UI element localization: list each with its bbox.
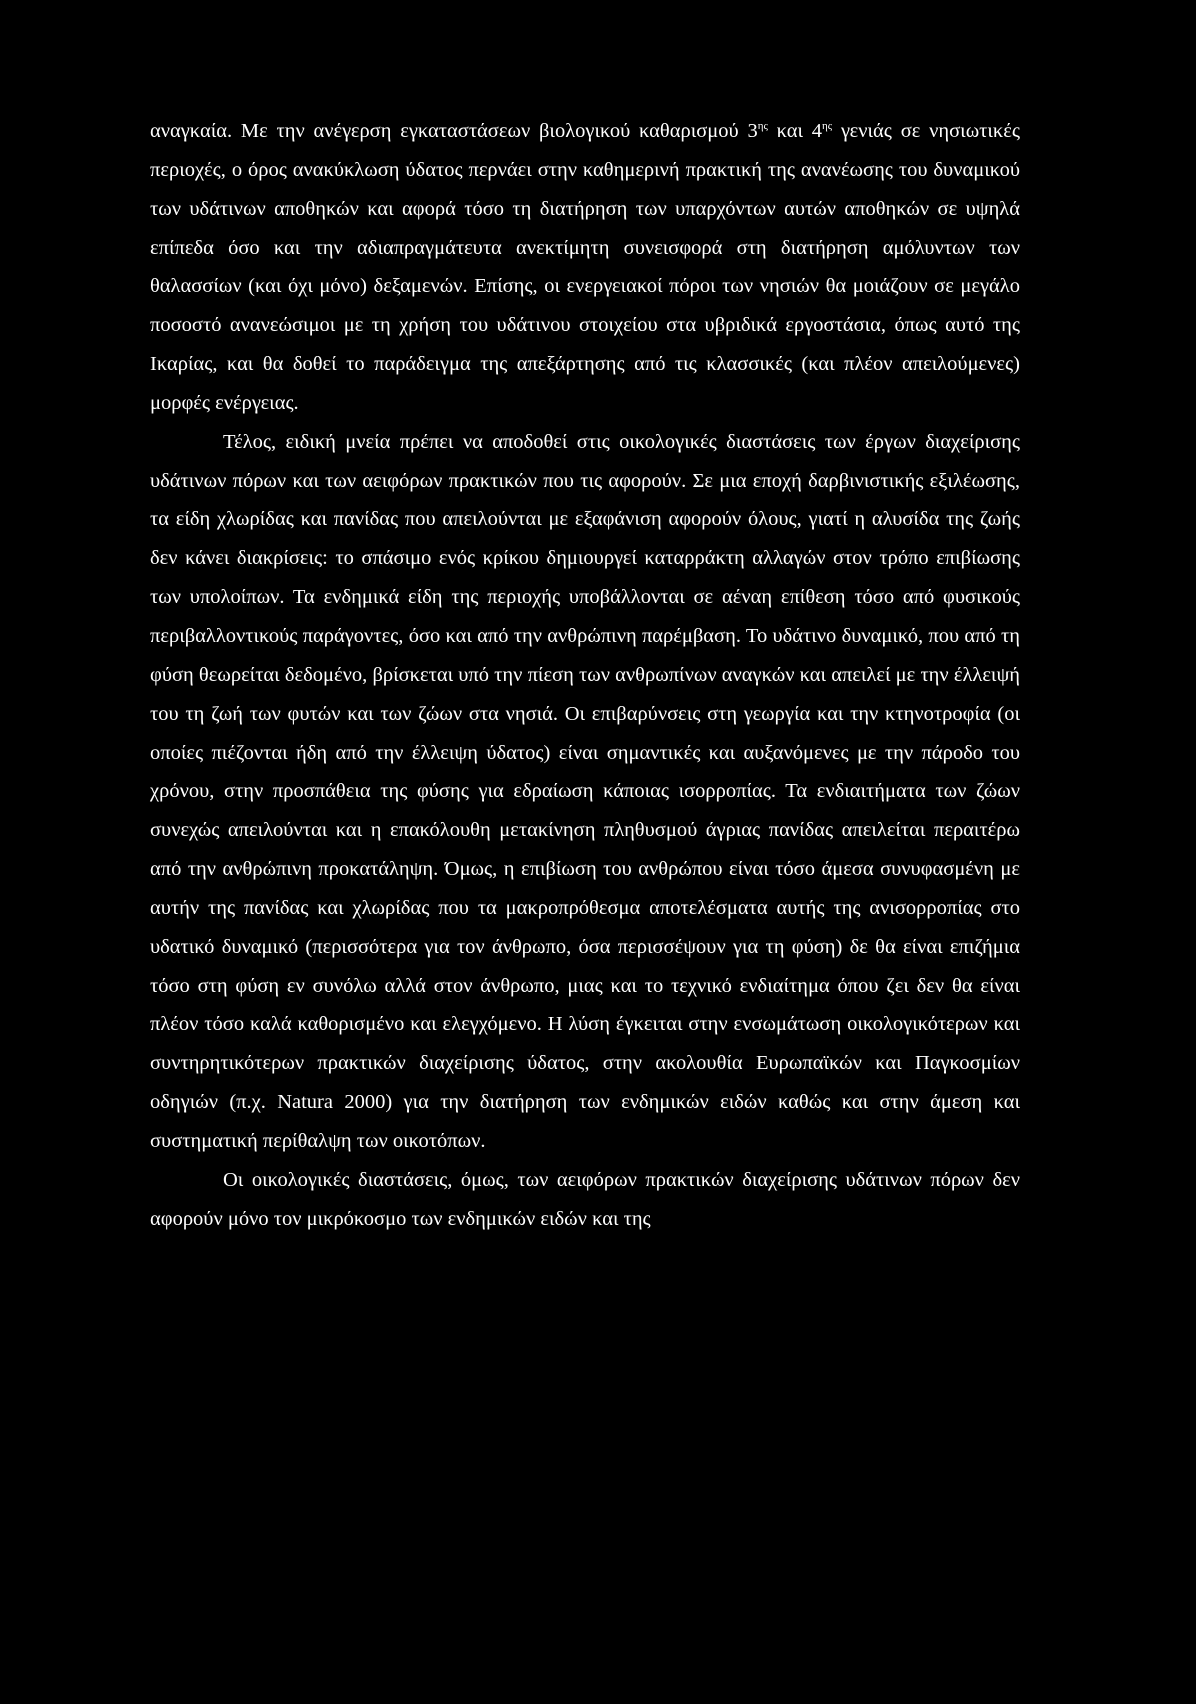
p1-superscript-2: ης bbox=[822, 120, 833, 133]
p3-text: Οι οικολογικές διαστάσεις, όμως, των αειφόρων πρακτικών διαχείρισης υδάτινων πόρων δεν αφορούν μόνο τον μικρόκοσμο των ενδημικών ειδών και της bbox=[150, 1168, 1020, 1230]
document-page bbox=[150, 112, 1020, 1238]
paragraph-1 bbox=[150, 112, 1020, 423]
p1-text-2: και 4 bbox=[767, 120, 823, 142]
p1-text-3: γενιάς σε νησιωτικές περιοχές, ο όρος ανακύκλωση ύδατος περνάει στην καθημερινή πρακτική της ανανέωσης του δυναμικού των υδάτινων αποθηκών και αφορά τόσο τη διατήρηση των υπαρχόντων αυτών αποθηκών σε υψηλά επίπεδα όσο και την αδιαπραγμάτευτα ανεκτίμητη συνεισφορά στη διατήρηση αμόλυντων των θαλασσίων (και όχι μόνο) δεξαμενών. Επίσης, οι ενεργειακοί πόροι των νησιών θα μοιάζουν σε μεγάλο ποσοστό ανανεώσιμοι με τη χρήση του υδάτινου στοιχείου στα υβριδικά εργοστάσια, όπως αυτό της Ικαρίας, και θα δοθεί το παράδειγμα της απεξάρτησης από τις κλασσικές (και πλέον απειλούμενες) μορφές ενέργειας. bbox=[150, 120, 1020, 414]
p2-text: Τέλος, ειδική μνεία πρέπει να αποδοθεί στις οικολογικές διαστάσεις των έργων διαχείρισης υδάτινων πόρων και των αειφόρων πρακτικών που τις αφορούν. Σε μια εποχή δαρβινιστικής εξιλέωσης, τα είδη χλωρίδας και πανίδας που απειλούνται με εξαφάνιση αφορούν όλους, γιατί η αλυσίδα της ζωής δεν κάνει διακρίσεις: το σπάσιμο ενός κρίκου δημιουργεί καταρράκτη αλλαγών στον τρόπο επιβίωσης των υπολοίπων. Τα ενδημικά είδη της περιοχής υποβάλλονται σε αέναη επίθεση τόσο από φυσικούς περιβαλλοντικούς παράγοντες, όσο και από την ανθρώπινη παρέμβαση. Το υδάτινο δυναμικό, που από τη φύση θεωρείται δεδομένο, βρίσκεται υπό την πίεση των ανθρωπίνων αναγκών και απειλεί με την έλλειψή του τη ζωή των φυτών και των ζώων στα νησιά. Οι επιβαρύνσεις στη γεωργία και την κτηνοτροφία (οι οποίες πιέζονται ήδη από την έλλειψη ύδατος) είναι σημαντικές και αυξανόμενες με την πάροδο του χρόνου, στην προσπάθεια της φύσης για εδραίωση κάποιας ισορροπίας. Τα ενδιαιτήματα των ζώων συνεχώς απειλούνται και η επακόλουθη μετακίνηση πληθυσμού άγριας πανίδας απειλείται περαιτέρω από την ανθρώπινη προκατάληψη. Όμως, η επιβίωση του ανθρώπου είναι τόσο άμεσα συνυφασμένη με αυτήν της πανίδας και χλωρίδας που τα μακροπρόθεσμα αποτελέσματα αυτής της ανισορροπίας στο υδατικό δυναμικό (περισσότερα για τον άνθρωπο, όσα περισσέψουν για τη φύση) δε θα είναι επιζήμια τόσο στη φύση εν συνόλω αλλά στον άνθρωπο, μιας και το τεχνικό ενδιαίτημα όπου ζει δεν θα είναι πλέον τόσο καλά καθορισμένο και ελεγχόμενο. Η λύση έγκειται στην ενσωμάτωση οικολογικότερων και συντηρητικότερων πρακτικών διαχείρισης ύδατος, στην ακολουθία Ευρωπαϊκών και Παγκοσμίων οδηγιών (π.χ. Natura 2000) για την διατήρηση των ενδημικών ειδών καθώς και στην άμεση και συστηματική περίθαλψη των οικοτόπων. bbox=[150, 430, 1020, 1152]
paragraph-3 bbox=[150, 1161, 1020, 1239]
paragraph-2 bbox=[150, 423, 1020, 1161]
p1-superscript-1: ης bbox=[757, 120, 768, 133]
p1-text-1: αναγκαία. Με την ανέγερση εγκαταστάσεων βιολογικού καθαρισμού 3 bbox=[150, 120, 758, 142]
